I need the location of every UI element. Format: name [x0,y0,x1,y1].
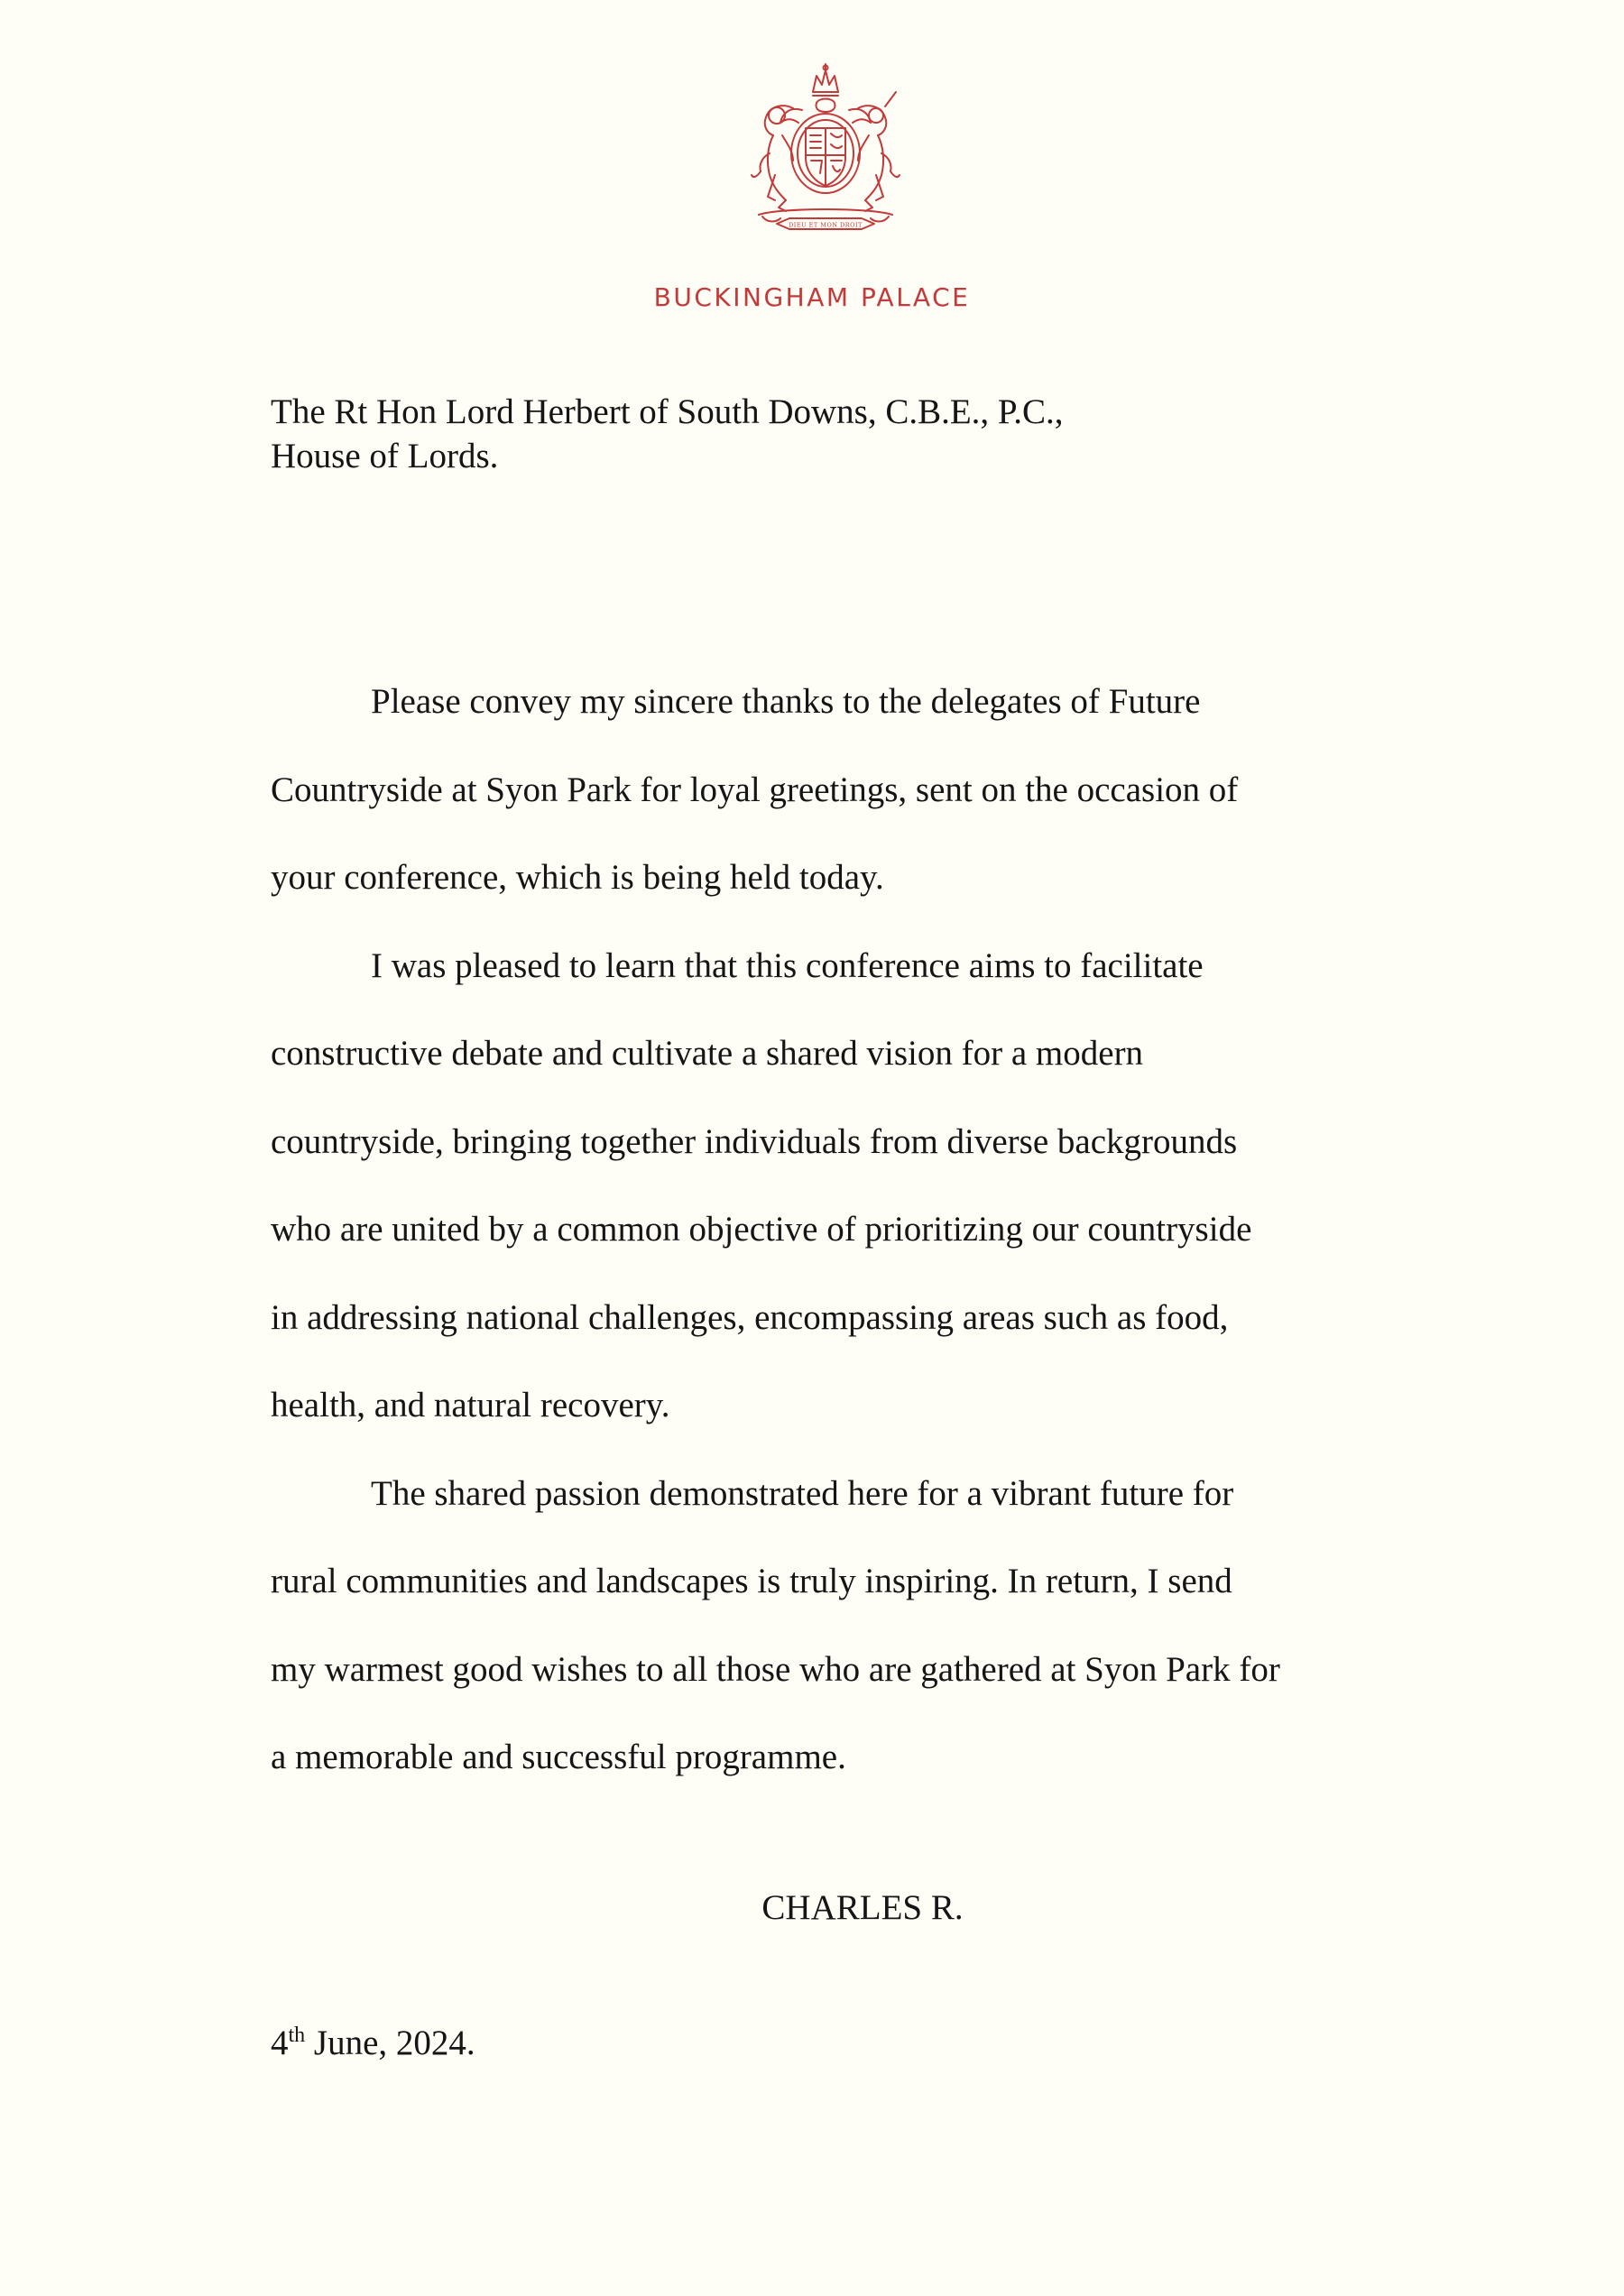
date-rest: June, 2024. [305,2024,475,2062]
lion-supporter [752,106,793,211]
body-line: I was pleased to learn that this conference aims to facilitate [371,945,1204,985]
letter-body [271,658,1407,1802]
body-line: The shared passion demonstrated here for a vibrant future for [371,1473,1234,1513]
crown-icon [813,64,838,96]
body-line: who are united by a common objective of prioritizing our countryside [271,1210,1252,1249]
paragraph [271,658,1407,922]
date-ordinal-suffix: th [288,2024,306,2047]
paragraph [271,1450,1407,1802]
unicorn-supporter [858,92,900,211]
body-line: Please convey my sincere thanks to the delegates of Future [371,682,1201,721]
body-line: in addressing national challenges, encompassing areas such as food, [271,1297,1229,1337]
date-day: 4 [271,2024,289,2062]
signature: CHARLES R. [761,1888,964,1927]
letter-date [271,2021,475,2066]
paragraph [271,922,1407,1450]
body-line: countryside, bringing together individuals from diverse backgrounds [271,1121,1238,1161]
body-line: rural communities and landscapes is truly inspiring. In return, I send [271,1562,1232,1600]
palace-name-heading: BUCKINGHAM PALACE [653,282,971,312]
body-line: Countryside at Syon Park for loyal greetings, sent on the occasion of [271,770,1239,809]
body-line: your conference, which is being held today. [271,858,884,897]
royal-coat-of-arms-logo [726,63,925,239]
body-line: health, and natural recovery. [271,1386,670,1425]
body-line: a memorable and successful programme. [271,1738,846,1776]
body-line: my warmest good wishes to all those who are gathered at Syon Park for [271,1649,1280,1689]
svg-text:DIEU ET MON DROIT: DIEU ET MON DROIT [789,221,863,229]
addressee-line: House of Lords. [271,437,499,475]
body-line: constructive debate and cultivate a shared vision for a modern [271,1034,1144,1073]
addressee-line: The Rt Hon Lord Herbert of South Downs, C.B.E., P.C., [271,392,1064,431]
addressee-block [271,390,1064,478]
